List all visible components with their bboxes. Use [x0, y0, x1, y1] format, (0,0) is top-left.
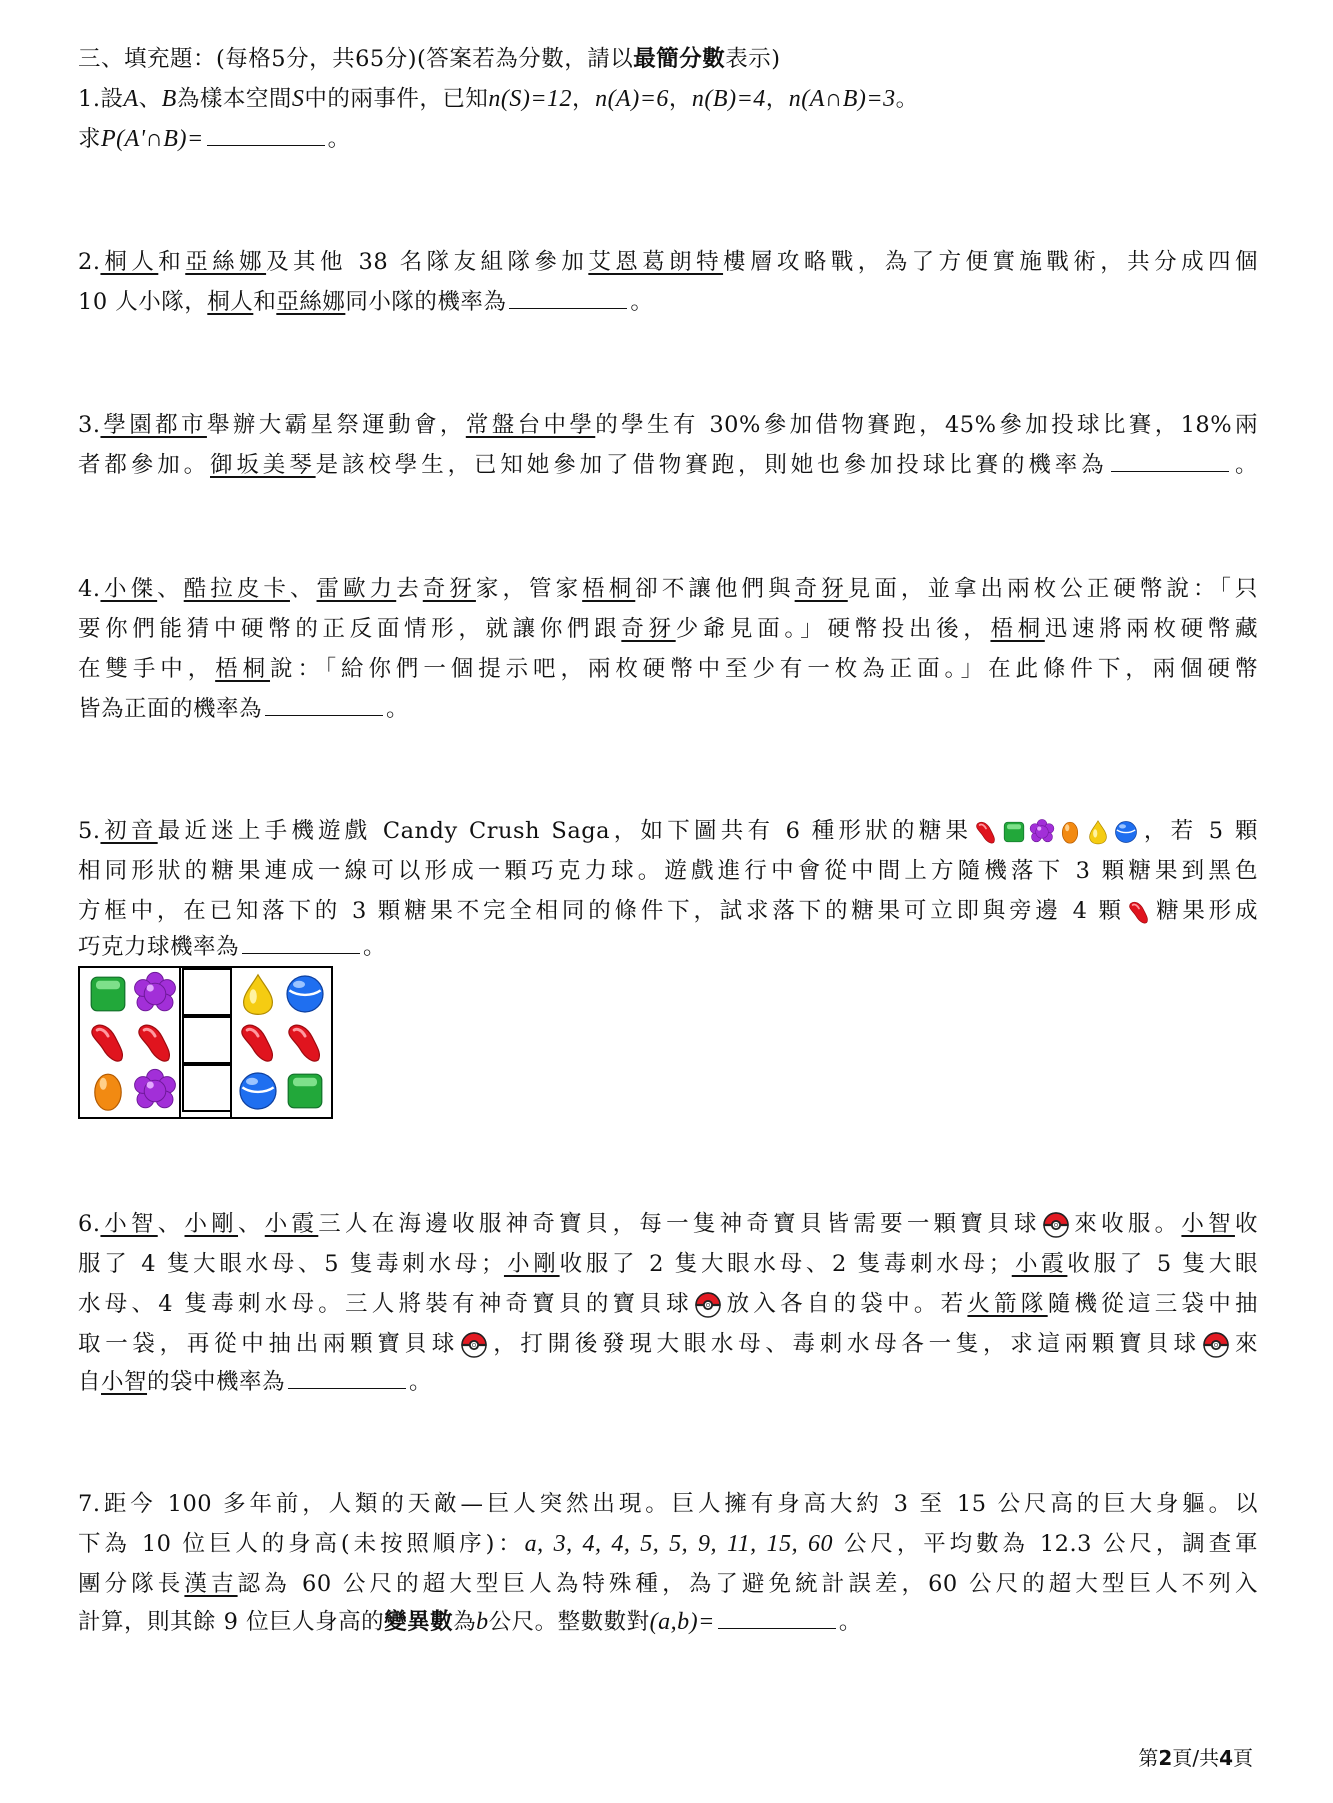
q3-text: 是該校學生，已知她參加了借物賽跑，則她也參加投球比賽的機率為	[315, 452, 1108, 478]
purple-flower-candy-icon	[1028, 818, 1056, 846]
q5-text: ，若 5 顆	[1140, 818, 1258, 844]
name-tokiwadai: 常盤台中學	[465, 412, 596, 438]
yellow-teardrop-candy-icon	[1084, 818, 1112, 846]
name-killua: 奇犽	[794, 576, 848, 602]
purple-flower-candy-icon	[131, 1067, 179, 1115]
q6-text: 取一袋，再從中抽出兩顆寶貝球	[78, 1331, 459, 1357]
question-4-line-1	[78, 574, 1258, 604]
answer-blank-5[interactable]	[242, 933, 360, 954]
board-divider-left	[179, 968, 181, 1117]
name-kirito: 桐人	[100, 249, 159, 275]
q7-variance-term: 變異數	[384, 1609, 454, 1635]
q4-text: 說：「給你們一個提示吧，兩枚硬幣中至少有一枚為正面。」在此條件下，兩個硬幣	[270, 656, 1258, 682]
name-misty: 小霞	[264, 1211, 319, 1237]
blue-round-candy-icon	[234, 1067, 282, 1115]
q1-text: 、	[138, 86, 162, 112]
q3-period: 。	[1231, 452, 1258, 478]
question-6-line-2	[78, 1249, 1258, 1279]
question-3-line-1	[78, 410, 1258, 440]
q7-data-list: a, 3, 4, 4, 5, 5, 9, 11, 15, 60	[524, 1531, 833, 1557]
q2-text: 同小隊的機率為	[345, 289, 507, 315]
name-brock: 小剛	[184, 1211, 239, 1237]
q2-period: 。	[630, 289, 654, 315]
drop-slot-3	[182, 1064, 232, 1112]
answer-blank-6[interactable]	[288, 1368, 406, 1389]
q2-text: 10 人小隊，	[78, 289, 208, 315]
question-7-line-3	[78, 1569, 1258, 1599]
question-6-line-4	[78, 1329, 1258, 1360]
question-4-line-4	[78, 694, 409, 724]
q4-sep: 、	[289, 576, 317, 602]
q7-text: 公尺。整數數對	[488, 1609, 650, 1635]
q6-text: 的袋中機率為	[147, 1369, 286, 1395]
question-7-line-2	[78, 1529, 1258, 1559]
name-ash: 小智	[1181, 1211, 1235, 1237]
q6-text: 隨機從這三袋中抽	[1047, 1291, 1258, 1317]
q4-number: 4.	[78, 576, 101, 602]
q4-sep: 、	[157, 576, 184, 602]
page-footer	[1138, 1742, 1253, 1771]
question-6-line-3	[78, 1289, 1258, 1320]
q1-var-a: A	[123, 86, 139, 112]
name-ash: 小智	[101, 1369, 148, 1395]
question-6-line-5	[78, 1367, 432, 1397]
pokeball-icon	[693, 1290, 723, 1320]
q6-sep: 、	[157, 1211, 185, 1237]
question-2-line-1	[78, 247, 1258, 277]
name-gon: 小傑	[100, 576, 158, 602]
name-kirito: 桐人	[207, 289, 254, 315]
answer-blank-3[interactable]	[1111, 451, 1229, 472]
q4-text: 迅速將兩枚硬幣藏	[1044, 616, 1258, 642]
q1-period: 。	[327, 126, 351, 152]
name-killua: 奇犽	[422, 576, 476, 602]
q4-period: 。	[386, 696, 410, 722]
blue-round-candy-icon	[281, 970, 329, 1018]
q1-nb: n(B)=4	[691, 86, 766, 112]
question-5-line-3	[78, 896, 1258, 926]
name-ash: 小智	[100, 1211, 158, 1237]
q3-text: 舉辦大霸星祭運動會，	[206, 412, 466, 438]
q2-number: 2.	[78, 249, 101, 275]
q6-text: 收服了 5 隻大眼	[1067, 1251, 1258, 1277]
q6-text: 來收服。	[1070, 1211, 1182, 1237]
q7-var-b: b	[476, 1609, 489, 1635]
name-misty: 小霞	[1011, 1251, 1068, 1277]
q4-text: 卻不讓他們與	[635, 576, 795, 602]
pokeball-icon	[459, 1330, 489, 1360]
q1-comma: ，	[765, 86, 789, 112]
question-5-line-4	[78, 932, 386, 962]
q6-text: 三人在海邊收服神奇寶貝，每一隻神奇寶貝皆需要一顆寶貝球	[318, 1211, 1041, 1237]
q1-ns: n(S)=12	[488, 86, 573, 112]
name-miku: 初音	[100, 818, 158, 844]
name-leorio: 雷歐力	[316, 576, 397, 602]
q1-text: 1.設	[78, 86, 124, 112]
blue-round-candy-icon	[1112, 818, 1140, 846]
name-misaka: 御坂美琴	[210, 452, 316, 478]
q2-text: 和	[158, 249, 186, 275]
q1-expression: P(A'∩B)=	[101, 126, 204, 152]
q4-text: 在雙手中，	[78, 656, 216, 682]
q1-na: n(A)=6	[595, 86, 669, 112]
answer-blank-7[interactable]	[718, 1608, 836, 1629]
name-killua: 奇犽	[621, 616, 676, 642]
q6-text: 放入各自的袋中。若	[722, 1291, 968, 1317]
question-1-line-2	[78, 124, 351, 154]
name-kurapika: 酷拉皮卡	[183, 576, 290, 602]
section-title	[78, 44, 781, 74]
green-square-candy-icon	[84, 970, 132, 1018]
pokeball-icon	[1041, 1210, 1071, 1240]
q5-text: 方框中，在已知落下的 3 顆糖果不完全相同的條件下，試求落下的糖果可立即與旁邊 4 顆	[78, 898, 1125, 924]
name-gotoh: 梧桐	[582, 576, 636, 602]
q6-text: 自	[78, 1369, 102, 1395]
q5-period: 。	[363, 934, 387, 960]
name-brock: 小剛	[503, 1251, 560, 1277]
q7-text: 公尺，平均數為 12.3 公尺，調查軍	[832, 1531, 1259, 1557]
q7-text: 為	[453, 1609, 477, 1635]
q6-text: 服了 4 隻大眼水母、5 隻毒刺水母；	[78, 1251, 504, 1277]
q6-text: 收	[1234, 1211, 1258, 1237]
drop-slot-1	[182, 968, 232, 1016]
green-square-candy-icon	[1000, 818, 1028, 846]
pokeball-icon	[1201, 1330, 1231, 1360]
name-asuna: 亞絲娜	[276, 289, 346, 315]
name-hange: 漢吉	[184, 1571, 238, 1597]
q1-comma: ，	[668, 86, 692, 112]
question-2-line-2	[78, 287, 653, 317]
q4-text: 少爺見面。」硬幣投出後，	[675, 616, 991, 642]
q1-var-b: B	[161, 86, 177, 112]
q3-number: 3.	[78, 412, 101, 438]
name-team-rocket: 火箭隊	[967, 1291, 1048, 1317]
q5-text: 相同形狀的糖果連成一線可以形成一顆巧克力球。遊戲進行中會從中間上方隨機落下 3 顆糖果到黑色	[78, 858, 1258, 884]
question-4-line-3	[78, 654, 1258, 684]
q1-text: 中的兩事件，已知	[304, 86, 489, 112]
q3-text: 者都參加。	[78, 452, 210, 478]
question-5-line-1	[78, 816, 1258, 846]
answer-blank-4[interactable]	[265, 695, 383, 716]
footer-text: 第	[1138, 1746, 1159, 1770]
q7-text: 團分隊長	[78, 1571, 185, 1597]
q5-text: 糖果形成	[1152, 898, 1258, 924]
name-aincrad: 艾恩葛朗特	[588, 249, 724, 275]
q3-text: 的學生有 30%參加借物賽跑，45%參加投球比賽，18%兩	[595, 412, 1258, 438]
section-title-bold: 最簡分數	[633, 46, 726, 72]
q6-text: 收服了 2 隻大眼水母、2 隻毒刺水母；	[559, 1251, 1012, 1277]
q1-comma: ，	[572, 86, 596, 112]
q4-text: 家，管家	[475, 576, 583, 602]
q7-text: 認為 60 公尺的超大型巨人為特殊種，為了避免統計誤差，60 公尺的超大型巨人不列入	[237, 1571, 1258, 1597]
q4-text: 要你們能猜中硬幣的正反面情形，就讓你們跟	[78, 616, 622, 642]
q2-text: 和	[253, 289, 277, 315]
yellow-teardrop-candy-icon	[234, 970, 282, 1018]
q2-text: 樓層攻略戰，為了方便實施戰術，共分成四個	[723, 249, 1258, 275]
q6-text: ，打開後發現大眼水母、毒刺水母各一隻，求這兩顆寶貝球	[489, 1331, 1201, 1357]
q7-period: 。	[838, 1609, 862, 1635]
name-gotoh: 梧桐	[215, 656, 271, 682]
answer-blank-1[interactable]	[207, 125, 325, 146]
question-3-line-2	[78, 450, 1258, 480]
red-bean-candy-icon	[972, 818, 1000, 846]
question-7-line-4	[78, 1607, 862, 1637]
q6-text: 水母、4 隻毒刺水母。三人將裝有神奇寶貝的寶貝球	[78, 1291, 693, 1317]
q4-text: 見面，並拿出兩枚公正硬幣說：「只	[847, 576, 1258, 602]
answer-blank-2[interactable]	[509, 288, 627, 309]
orange-drop-candy-icon	[84, 1067, 132, 1115]
name-academy-city: 學園都市	[100, 412, 207, 438]
q6-sep: 、	[238, 1211, 265, 1237]
drop-slot-2	[182, 1016, 232, 1064]
q1-var-s: S	[291, 86, 305, 112]
question-5-line-2	[78, 856, 1258, 886]
page-number: 2	[1158, 1746, 1173, 1770]
red-bean-candy-icon	[131, 1018, 179, 1066]
question-6-line-1	[78, 1209, 1258, 1240]
red-bean-candy-icon	[281, 1018, 329, 1066]
candy-icon-row	[972, 818, 1140, 844]
q1-text: 為樣本空間	[176, 86, 292, 112]
q4-text: 皆為正面的機率為	[78, 696, 263, 722]
q6-period: 。	[409, 1369, 433, 1395]
red-bean-candy-icon	[84, 1018, 132, 1066]
q5-text: 巧克力球機率為	[78, 934, 240, 960]
footer-text: 頁/共	[1172, 1746, 1220, 1770]
page-total: 4	[1219, 1746, 1233, 1770]
q7-text: 計算，則其餘 9 位巨人身高的	[78, 1609, 385, 1635]
section-title-end: 表示)	[725, 46, 781, 72]
candy-board-figure	[78, 966, 333, 1119]
q2-text: 及其他 38 名隊友組隊參加	[266, 249, 589, 275]
red-bean-candy-icon	[234, 1018, 282, 1066]
purple-flower-candy-icon	[131, 970, 179, 1018]
name-asuna: 亞絲娜	[185, 249, 267, 275]
footer-text: 頁	[1233, 1746, 1253, 1770]
green-square-candy-icon	[281, 1067, 329, 1115]
name-gotoh: 梧桐	[990, 616, 1045, 642]
q1-text: 求	[78, 126, 102, 152]
q7-text: 下為 10 位巨人的身高(未按照順序)：	[78, 1531, 525, 1557]
section-title-text: 三、填充題：(每格5分，共65分)(答案若為分數，請以	[78, 46, 634, 72]
q5-number: 5.	[78, 818, 101, 844]
red-bean-candy-icon	[1125, 898, 1153, 926]
question-7-line-1	[78, 1489, 1258, 1519]
q7-pair: (a,b)=	[649, 1609, 715, 1635]
q4-text: 去	[396, 576, 423, 602]
question-1-line-1	[78, 84, 919, 114]
q7-text: 7.距今 100 多年前，人類的天敵—巨人突然出現。巨人擁有身高大約 3 至 15 公尺高的巨大身軀。以	[78, 1491, 1258, 1517]
q5-text: 最近迷上手機遊戲 Candy Crush Saga，如下圖共有 6 種形狀的糖果	[157, 818, 973, 844]
q6-text: 來	[1230, 1331, 1258, 1357]
q1-period: 。	[895, 86, 919, 112]
q1-nab: n(A∩B)=3	[788, 86, 896, 112]
orange-drop-candy-icon	[1056, 818, 1084, 846]
question-4-line-2	[78, 614, 1258, 644]
q6-number: 6.	[78, 1211, 101, 1237]
